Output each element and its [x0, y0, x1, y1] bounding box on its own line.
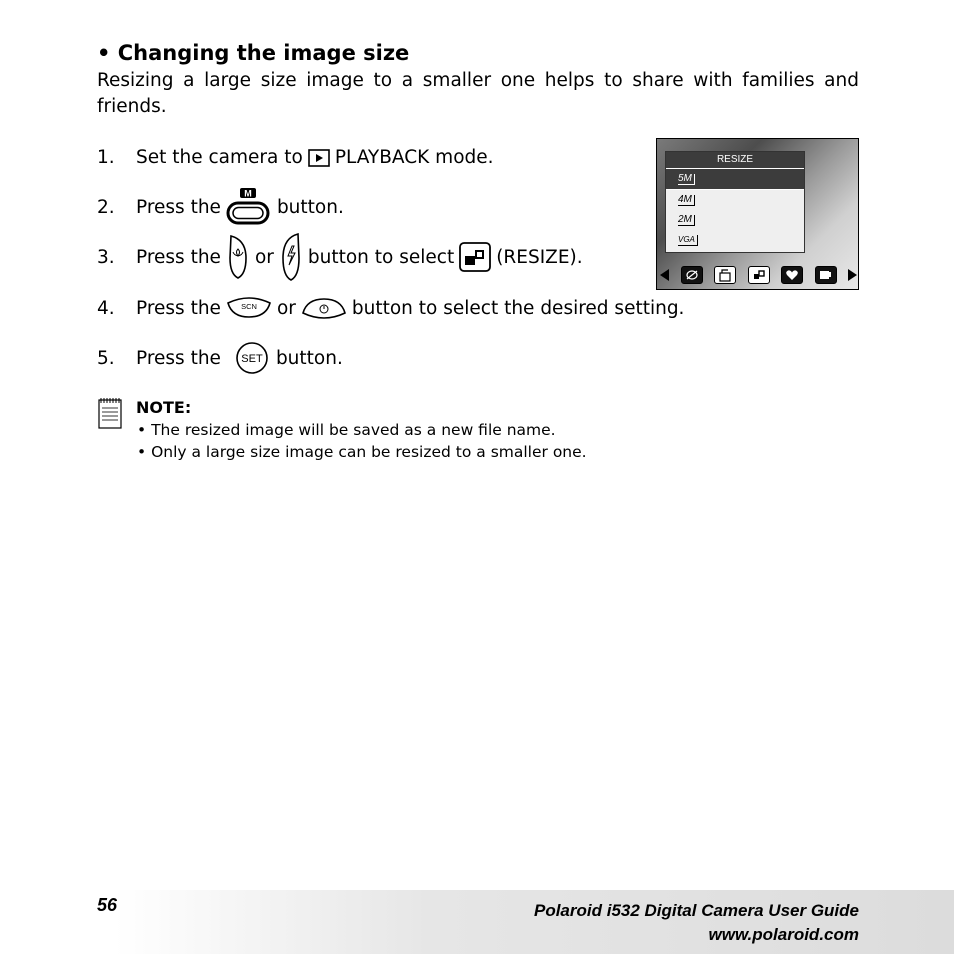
guide-title: Polaroid i532 Digital Camera User Guide: [533, 901, 859, 920]
step-text: Press the: [136, 297, 221, 319]
step-text: PLAYBACK mode.: [334, 146, 494, 168]
resize-option-4m[interactable]: 4M: [666, 190, 804, 210]
step-number: 5.: [97, 347, 115, 369]
resize-menu: [665, 151, 805, 253]
step-1: [97, 142, 494, 172]
rotate-icon[interactable]: [714, 266, 736, 284]
up-scn-button-icon: [226, 297, 272, 319]
scn-label: SCN: [241, 302, 257, 311]
page-number: 56: [97, 895, 118, 915]
step-4: [97, 293, 684, 323]
step-text: Press the: [136, 347, 221, 369]
menu-button-icon: [226, 188, 272, 226]
intro-paragraph: Resizing a large size image to a smaller one helps to share with families and friends.: [97, 70, 859, 117]
step-text: Press the: [136, 196, 221, 218]
notepad-icon: [98, 397, 122, 433]
lcd-icon-bar: [657, 263, 859, 287]
resize-menu-title: RESIZE: [666, 152, 804, 168]
resize-option-5m[interactable]: 5M: [666, 168, 804, 190]
website-url[interactable]: www.polaroid.com: [708, 925, 859, 944]
step-2: [97, 188, 344, 222]
left-macro-button-icon: [226, 234, 250, 280]
step-text: or: [254, 246, 274, 268]
right-flash-button-icon: [279, 232, 303, 282]
step-text: button.: [275, 347, 343, 369]
note-item: • Only a large size image can be resized to a smaller one.: [137, 443, 587, 461]
step-text: (RESIZE).: [496, 246, 583, 268]
step-text: button to select the desired setting.: [351, 297, 685, 319]
step-number: 2.: [97, 196, 115, 218]
set-button-icon: [233, 341, 271, 375]
playback-icon: [308, 147, 330, 168]
resize-option-2m[interactable]: 2M: [666, 210, 804, 230]
note-item: • The resized image will be saved as a new file name.: [137, 421, 556, 439]
resize-icon: [459, 242, 491, 272]
step-text: or: [276, 297, 296, 319]
step-number: 3.: [97, 246, 115, 268]
step-text: button.: [276, 196, 344, 218]
step-3: [97, 242, 583, 272]
left-arrow-icon[interactable]: [660, 269, 669, 281]
down-timer-button-icon: [301, 297, 347, 319]
voice-memo-icon[interactable]: [815, 266, 837, 284]
camera-lcd-screen: [656, 138, 859, 290]
set-label: SET: [241, 353, 263, 365]
section-heading: • Changing the image size: [97, 41, 410, 65]
step-text: button to select: [307, 246, 455, 268]
step-number: 4.: [97, 297, 115, 319]
resize-icon-selected[interactable]: [748, 266, 770, 284]
step-number: 1.: [97, 146, 115, 168]
heart-icon[interactable]: [781, 266, 803, 284]
step-5: [97, 343, 343, 373]
footer-guide: [534, 899, 859, 947]
step-text: Set the camera to: [136, 146, 303, 168]
step-text: Press the: [136, 246, 221, 268]
resize-option-vga[interactable]: VGA: [666, 230, 804, 250]
right-arrow-icon[interactable]: [848, 269, 857, 281]
note-title: NOTE:: [136, 398, 192, 417]
m-label: M: [244, 188, 252, 199]
protect-icon[interactable]: [681, 266, 703, 284]
